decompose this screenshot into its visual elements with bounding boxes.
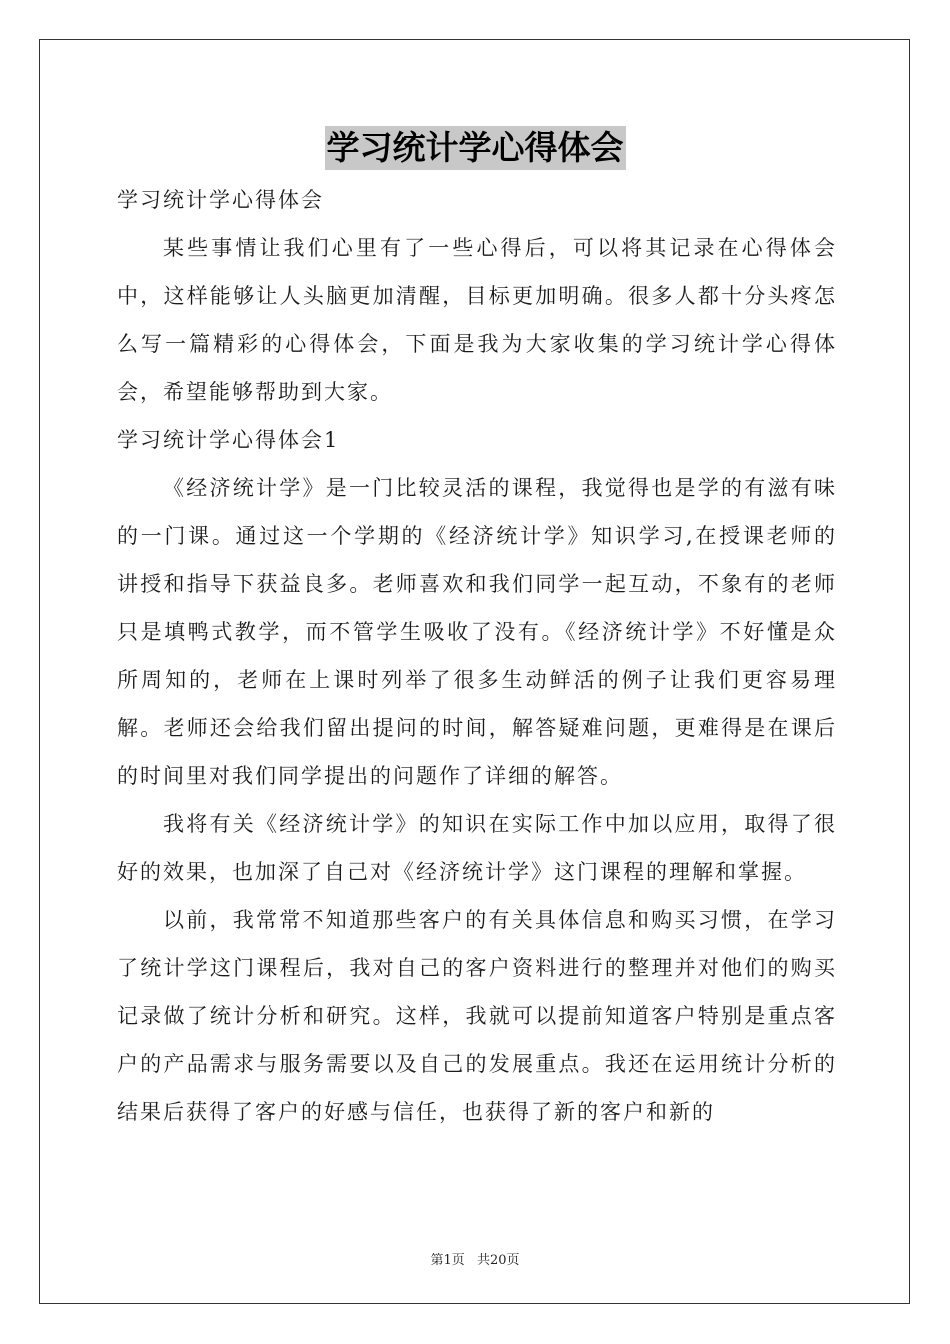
section-heading: 学习统计学心得体会1 <box>117 428 340 452</box>
body-paragraph: 我将有关《经济统计学》的知识在实际工作中加以应用，取得了很好的效果，也加深了自己对《经济统计学》这门课程的理解和掌握。 <box>117 812 837 884</box>
page-footer <box>0 1249 950 1268</box>
title-container <box>0 126 950 170</box>
page-number: 第1页 <box>430 1253 465 1268</box>
page-total: 共20页 <box>476 1253 520 1268</box>
intro-paragraph: 某些事情让我们心里有了一些心得后，可以将其记录在心得体会中，这样能够让人头脑更加清醒，目标更加明确。很多人都十分头疼怎么写一篇精彩的心得体会，下面是我为大家收集的学习统计学心得体会，希望能够帮助到大家。 <box>117 236 837 404</box>
subtitle-paragraph: 学习统计学心得体会 <box>117 188 324 212</box>
body-paragraph: 以前，我常常不知道那些客户的有关具体信息和购买习惯，在学习了统计学这门课程后，我对自己的客户资料进行的整理并对他们的购买记录做了统计分析和研究。这样，我就可以提前知道客户特别是重点客户的产品需求与服务需要以及自己的发展重点。我还在运用统计分析的结果后获得了客户的好感与信任，也获得了新的客户和新的 <box>117 908 837 1124</box>
document-body <box>117 176 837 1136</box>
document-title: 学习统计学心得体会 <box>325 126 626 170</box>
body-paragraph: 《经济统计学》是一门比较灵活的课程，我觉得也是学的有滋有味的一门课。通过这一个学期的《经济统计学》知识学习,在授课老师的讲授和指导下获益良多。老师喜欢和我们同学一起互动，不象有的老师只是填鸭式教学，而不管学生吸收了没有。《经济统计学》不好懂是众所周知的，老师在上课时列举了很多生动鲜活的例子让我们更容易理解。老师还会给我们留出提问的时间，解答疑难问题，更难得是在课后的时间里对我们同学提出的问题作了详细的解答。 <box>117 476 837 788</box>
